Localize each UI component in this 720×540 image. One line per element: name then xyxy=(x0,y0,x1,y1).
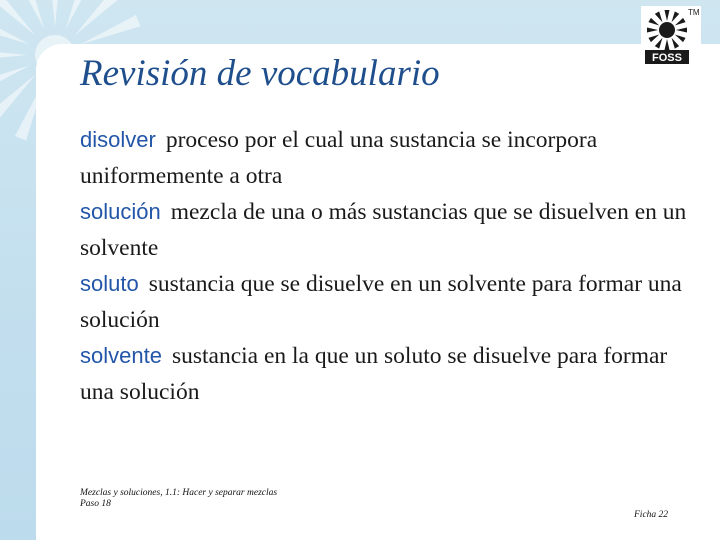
definition-text: sustancia en la que un soluto se disuelve para formar una solución xyxy=(80,343,668,405)
definition-text: mezcla de una o más sustancias que se disuelven en un solvente xyxy=(80,199,687,261)
definition-item xyxy=(80,338,700,410)
source-line-2: Paso 18 xyxy=(80,499,111,509)
logo-text: FOSS xyxy=(652,52,682,64)
definition-text: sustancia que se disuelve en un solvente para formar una solución xyxy=(80,271,682,333)
term-soluto: soluto xyxy=(80,271,139,296)
slide-title: Revisión de vocabulario xyxy=(80,53,440,94)
trademark: TM xyxy=(688,8,700,17)
source-line-1: Mezclas y soluciones, 1.1: Hacer y separar mezclas xyxy=(80,488,278,498)
definition-item xyxy=(80,266,700,338)
term-solvente: solvente xyxy=(80,343,162,368)
term-solucion: solución xyxy=(80,199,161,224)
definition-item xyxy=(80,122,700,194)
definition-text: proceso por el cual una sustancia se incorpora uniformemente a otra xyxy=(80,127,598,189)
page-label: Ficha 22 xyxy=(634,510,669,520)
definition-item xyxy=(80,194,700,266)
source-citation xyxy=(80,488,277,510)
term-disolver: disolver xyxy=(80,127,156,152)
definition-list xyxy=(80,122,700,410)
